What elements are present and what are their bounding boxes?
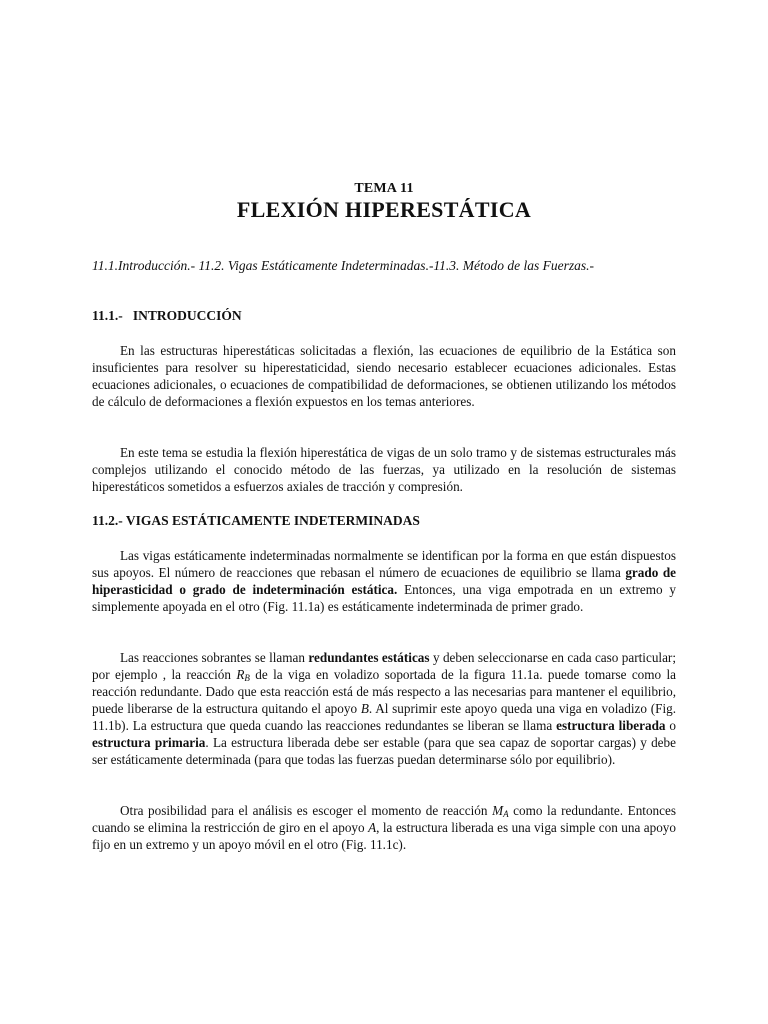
section-heading-vigas: 11.2.- VIGAS ESTÁTICAMENTE INDETERMINADAS bbox=[92, 513, 420, 528]
paragraph-vigas-3: Otra posibilidad para el análisis es escoger el momento de reacción $M_A$ como la redundante. Entonces cuando se elimina la restricción de giro en el apoyo A, la estructura liberada es una viga simple con una apoyo fijo en un extremo y un apoyo móvil en el otro (Fig. 11.1c). bbox=[92, 803, 676, 852]
symbol-rb-subscript: B bbox=[244, 673, 250, 683]
paragraph-vigas-2: Las reacciones sobrantes se llaman redundantes estáticas y deben seleccionarse en cada caso particular; por ejemplo , la reacción $R_B$ de la viga en voladizo soportada de la figura 11.1a. puede tomarse como la reacción redundante. Dado que esta reacción está de más respecto a las necesarias para mantener el equilibrio, puede liberarse de la estructura quitando el apoyo B. Al suprimir este apoyo queda una viga en voladizo (Fig. 11.1b). La estructura que queda cuando las reacciones redundantes se liberan se llama estructura liberada o estructura primaria. La estructura liberada debe ser estable (para que sea capaz de soportar cargas) y debe ser estáticamente determinada (para que todas las fuerzas puedan determinarse sólo por equilibrio). bbox=[92, 650, 677, 767]
term-estructura-liberada: estructura liberada bbox=[556, 718, 666, 733]
paragraph-intro-1: En las estructuras hiperestáticas solicitadas a flexión, las ecuaciones de equilibrio de la Estática son insuficientes para resolver su hiperestaticidad, siendo necesario establecer ecuaciones adicionales. Estas ecuaciones adicionales, o ecuaciones de compatibilidad de deformaciones, se obtienen utilizando los métodos de cálculo de deformaciones a flexión expuestos en los temas anteriores. bbox=[92, 343, 676, 409]
chapter-contents: 11.1.Introducción.- 11.2. Vigas Estáticamente Indeterminadas.-11.3. Método de las Fuerzas.- bbox=[92, 258, 595, 273]
symbol-b: B bbox=[360, 701, 369, 716]
symbol-ma-subscript: A bbox=[503, 809, 509, 819]
symbol-rb: R bbox=[236, 667, 245, 682]
symbol-ma: M bbox=[492, 803, 504, 818]
chapter-label: TEMA 11 bbox=[354, 181, 414, 196]
section-heading-introduccion: 11.1.- INTRODUCCIÓN bbox=[92, 308, 242, 323]
paragraph-intro-2: En este tema se estudia la flexión hiperestática de vigas de un solo tramo y de sistemas estructurales más complejos utilizando el conocido método de las fuerzas, ya utilizado en la resolución de sistemas hiperestáticos sometidos a esfuerzos axiales de tracción y compresión. bbox=[92, 445, 676, 494]
paragraph-vigas-1: Las vigas estáticamente indeterminadas normalmente se identifican por la forma en que están dispuestos sus apoyos. El número de reacciones que rebasan el número de ecuaciones de equilibrio se llama grado de hiperasticidad o grado de indeterminación estática. Entonces, una viga empotrada en un extremo y simplemente apoyada en el otro (Fig. 11.1a) es estáticamente indeterminada de primer grado. bbox=[92, 548, 677, 614]
term-redundantes-estaticas: redundantes estáticas bbox=[308, 650, 430, 665]
term-estructura-primaria: estructura primaria bbox=[92, 735, 206, 750]
term-grado-hiperasticidad: grado de hiperasticidad o grado de indeterminación estática. bbox=[92, 565, 677, 597]
symbol-a: A bbox=[368, 820, 377, 835]
page-title: FLEXIÓN HIPERESTÁTICA bbox=[236, 197, 532, 222]
